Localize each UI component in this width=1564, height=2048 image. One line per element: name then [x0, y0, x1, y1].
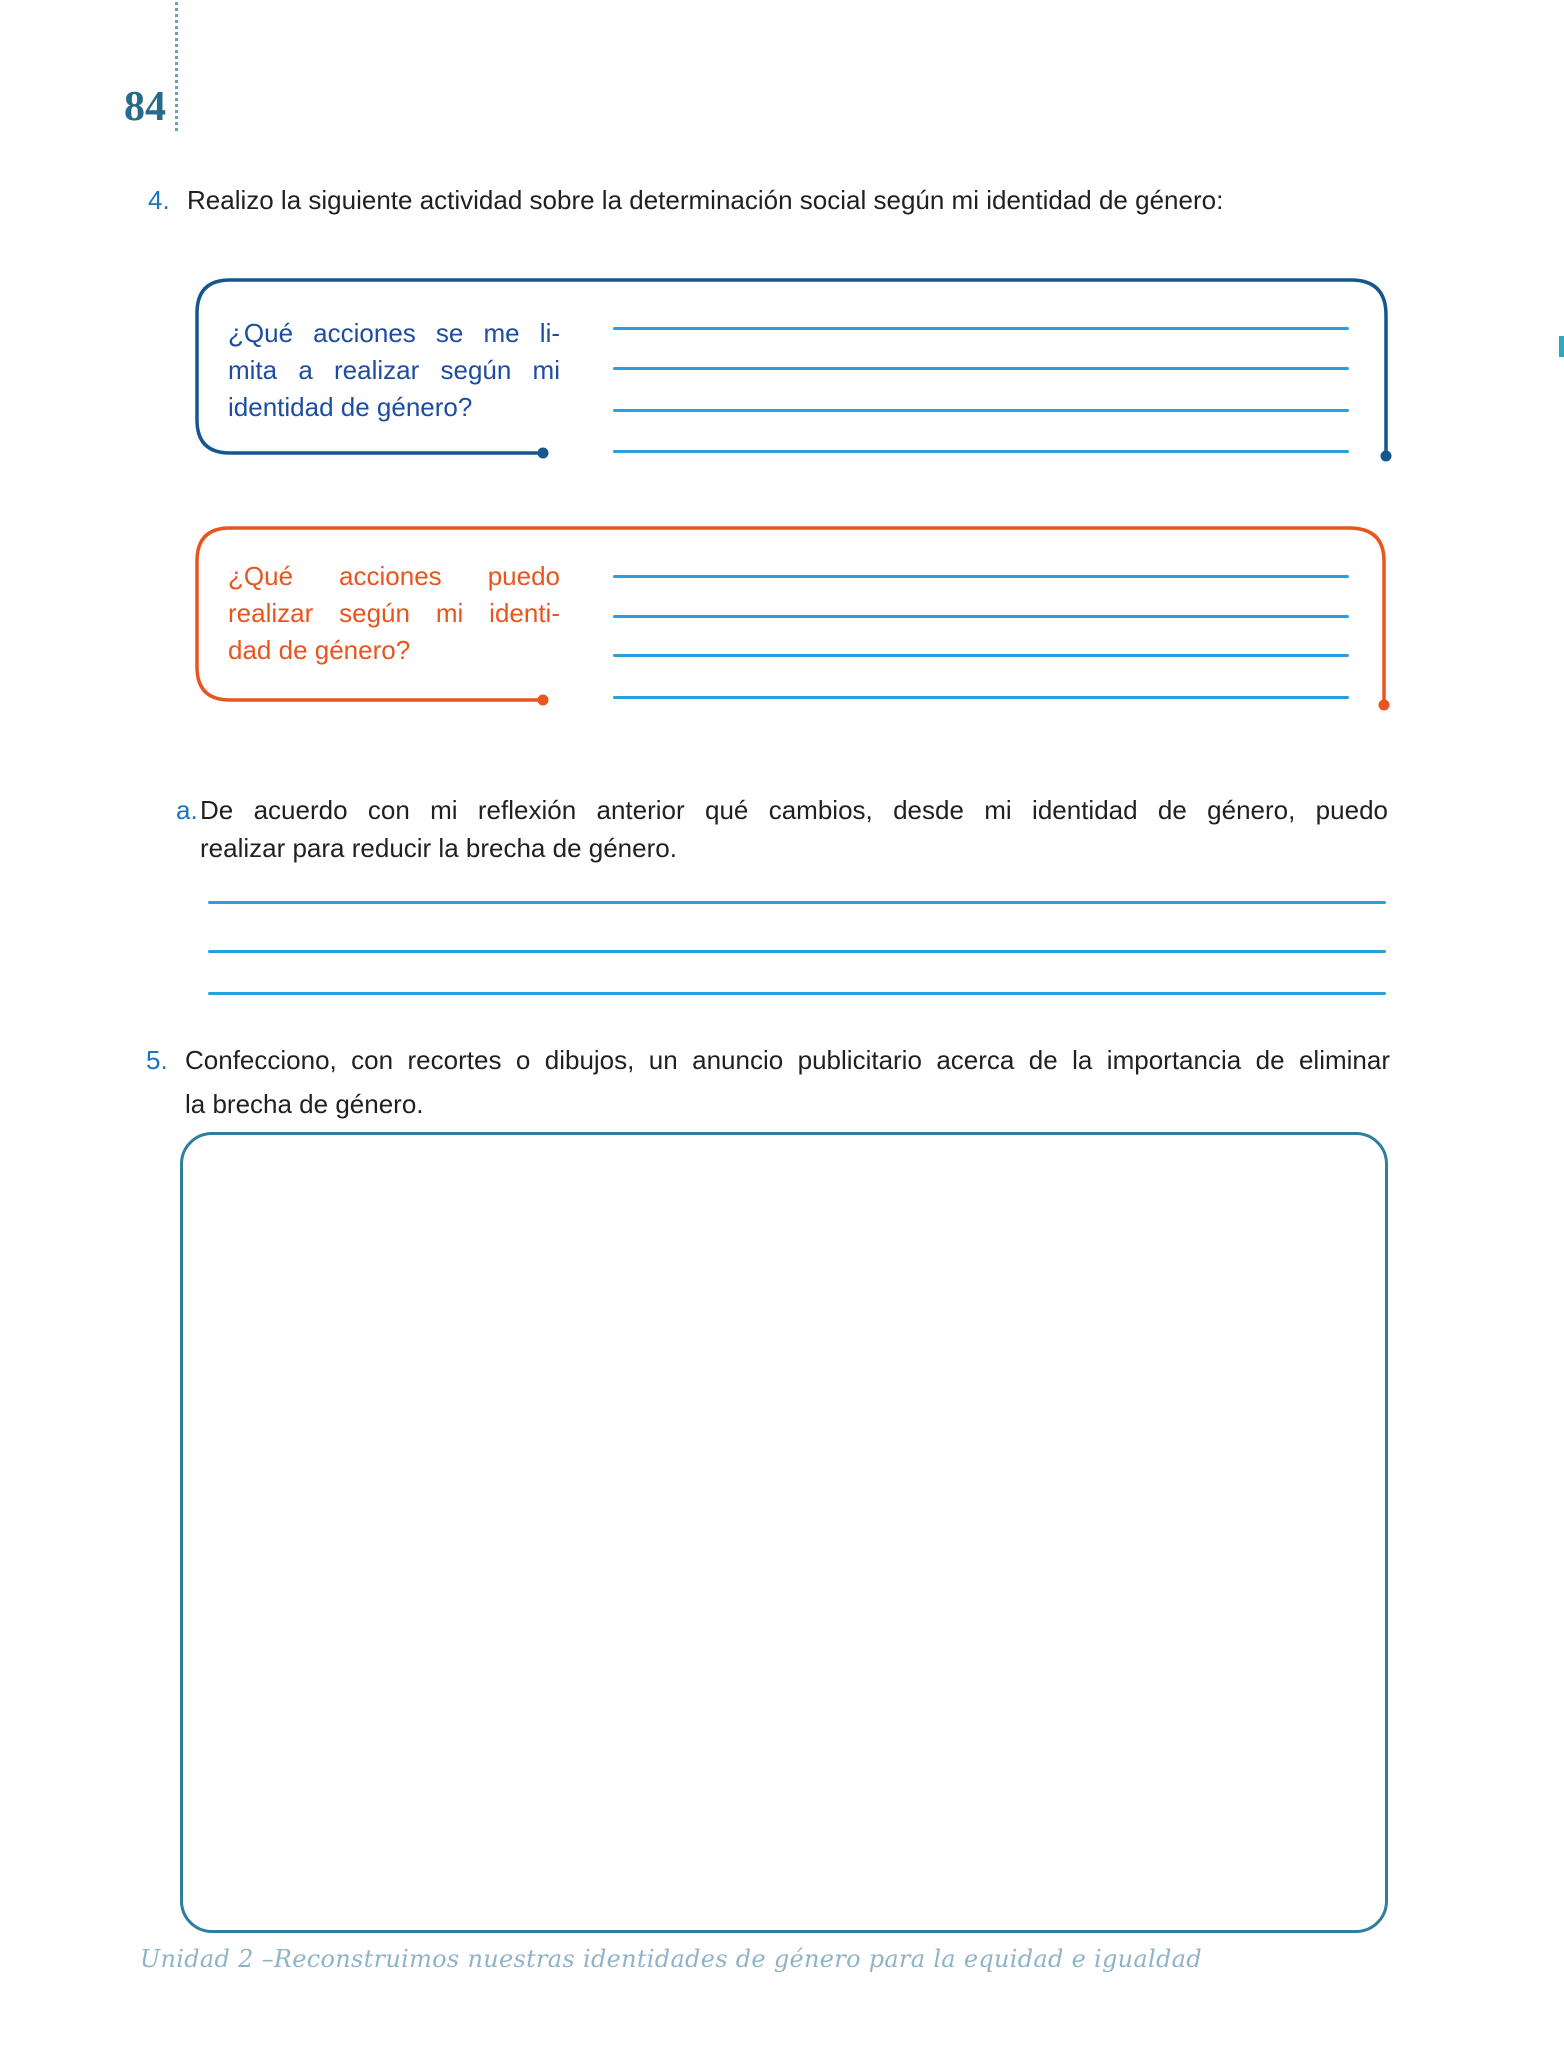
item-a-text-line: De acuerdo con mi reflexión anterior qué cambios, desde mi identidad de género, puedo: [200, 795, 1388, 825]
answer-line[interactable]: [613, 575, 1349, 578]
page-number-divider: [175, 0, 178, 131]
question-line: mita a realizar según mi: [228, 355, 560, 385]
page-number: 84: [124, 84, 166, 130]
line-end-dot: [1379, 700, 1390, 711]
answer-line[interactable]: [613, 615, 1349, 618]
unit-footer: Unidad 2 –Reconstruimos nuestras identidades de género para la equidad e igualdad: [140, 1945, 1202, 1973]
answer-line[interactable]: [613, 450, 1349, 453]
question-line: dad de género?: [228, 635, 411, 665]
answer-line[interactable]: [613, 696, 1349, 699]
question-box-1-text: [228, 315, 560, 426]
item-a-text: [200, 791, 1388, 867]
answer-line[interactable]: [208, 950, 1386, 953]
question-box-2-text: [228, 558, 560, 669]
item-5-text: [185, 1038, 1390, 1126]
item-5-text-line: la brecha de género.: [185, 1089, 424, 1119]
answer-line[interactable]: [208, 901, 1386, 904]
question-line: realizar según mi identi-: [228, 598, 560, 628]
question-line: ¿Qué acciones se me li-: [228, 318, 560, 348]
page-edge-tab: [1559, 336, 1564, 357]
item-5-number: 5.: [146, 1045, 168, 1075]
answer-line[interactable]: [613, 327, 1349, 330]
line-end-dot: [538, 695, 549, 706]
item-5-text-line: Confecciono, con recortes o dibujos, un anuncio publicitario acerca de la importancia de eliminar: [185, 1045, 1390, 1075]
question-line: identidad de género?: [228, 392, 473, 422]
item-4-number: 4.: [148, 185, 170, 215]
item-4-text: Realizo la siguiente actividad sobre la determinación social según mi identidad de género:: [187, 185, 1224, 215]
ad-drawing-box[interactable]: [180, 1132, 1388, 1933]
answer-line[interactable]: [208, 992, 1386, 995]
line-end-dot: [538, 448, 549, 459]
answer-line[interactable]: [613, 367, 1349, 370]
answer-line[interactable]: [613, 654, 1349, 657]
item-a-text-line: realizar para reducir la brecha de género.: [200, 833, 677, 863]
question-line: ¿Qué acciones puedo: [228, 561, 560, 591]
answer-line[interactable]: [613, 409, 1349, 412]
line-end-dot: [1381, 451, 1392, 462]
item-a-number: a.: [176, 795, 198, 825]
